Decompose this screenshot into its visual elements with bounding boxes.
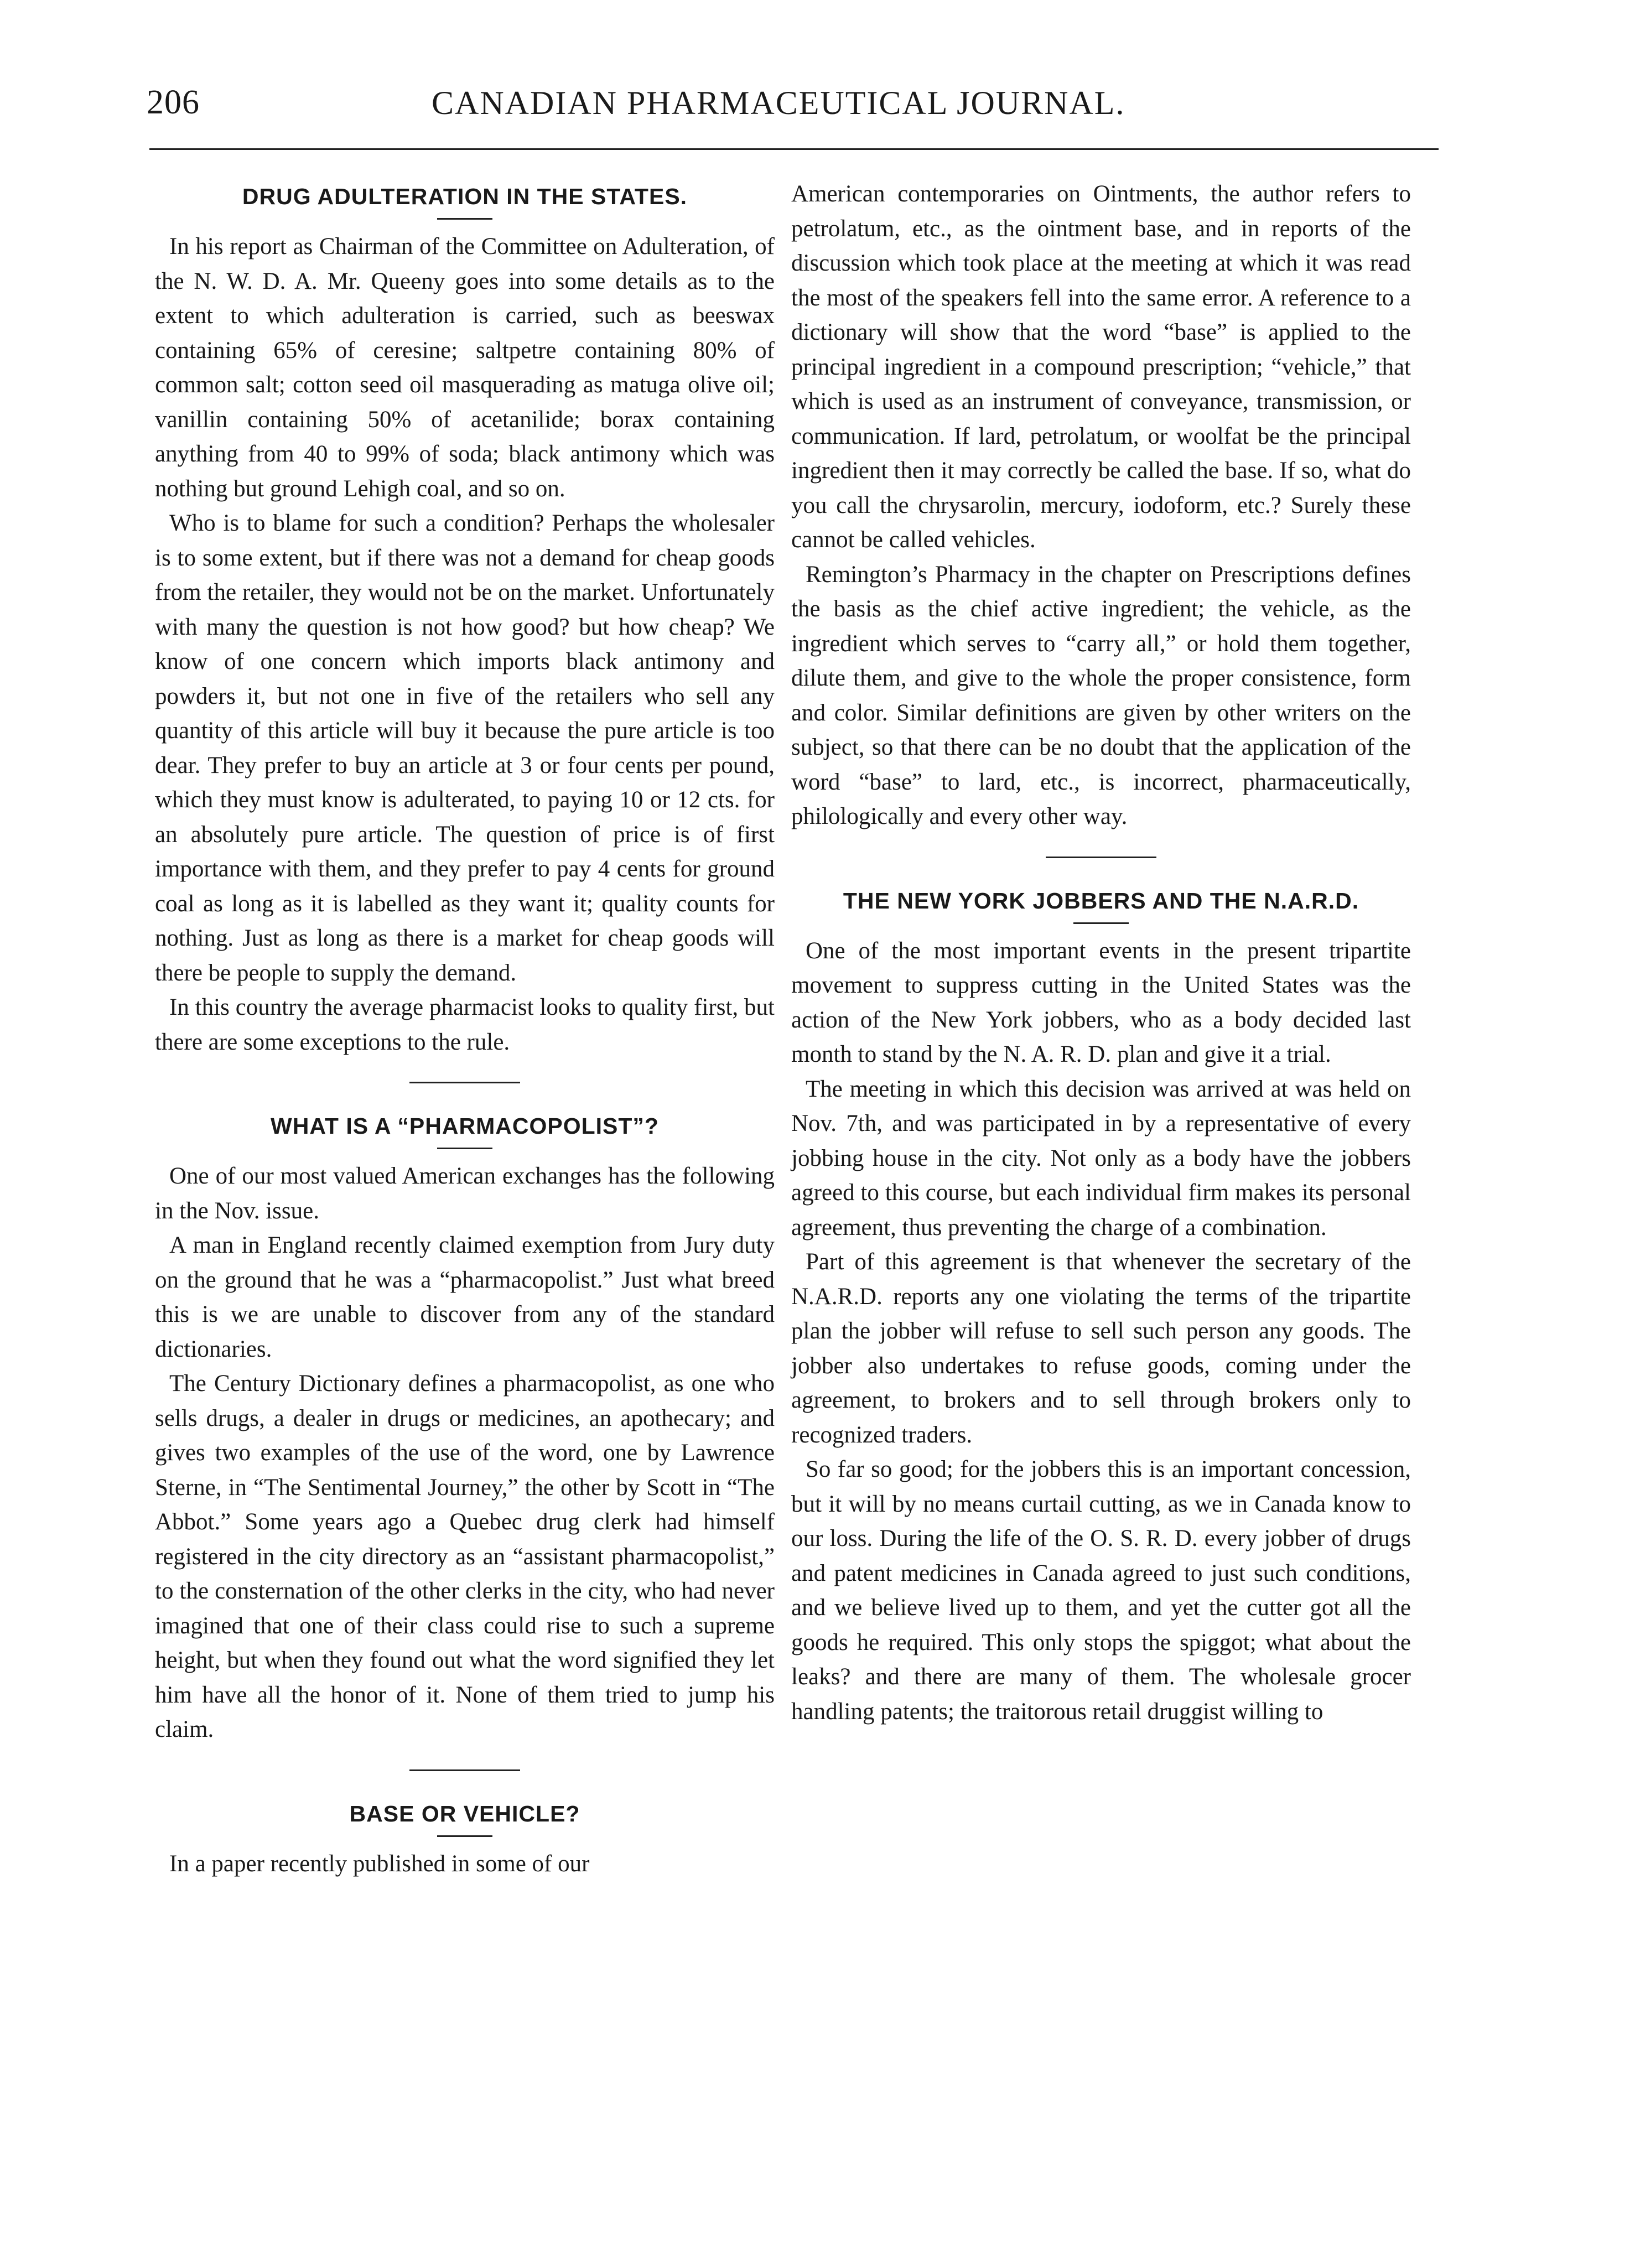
right-column bbox=[791, 177, 1411, 1729]
article-base-or-vehicle-continued bbox=[791, 177, 1411, 834]
title-dash bbox=[437, 1835, 492, 1837]
paragraph: In his report as Chairman of the Committee on Adulteration, of the N. W. D. A. Mr. Queeny goes into some details as to the extent to which adulteration is carried, such as beeswax containing 65% of ceresine; saltpetre containing 80% of common salt; cotton seed oil masquerading as matuga olive oil; vanillin containing 50% of acetanilide; borax containing anything from 40 to 99% of soda; black antimony which was nothing but ground Lehigh coal, and so on. bbox=[155, 233, 775, 502]
article-nard bbox=[791, 881, 1411, 1730]
paragraph: American contemporaries on Ointments, the author refers to petrolatum, etc., as the ointment base, and in reports of the discussion which took place at the meeting at which it was read the most of the speakers fell into the same error. A reference to a dictionary will show that the word “base” is applied to the principal ingredient in a compound prescription; “vehicle,” that which is used as an instrument of conveyance, transmission, or communication. If lard, petrolatum, or woolfat be the principal ingredient then it may correctly be called the base. If so, what do you call the chrysarolin, mercury, iodoform, etc.? Surely these cannot be called vehicles. bbox=[791, 181, 1411, 553]
section-title: THE NEW YORK JOBBERS AND THE N.A.R.D. bbox=[843, 888, 1359, 914]
article-drug-adulteration bbox=[155, 177, 775, 1060]
paragraph: One of the most important events in the present tripartite movement to suppress cutting in the United States was the action of the New York jobbers, who as a body decided last month to stand by the N. A. R. D. plan and give it a trial. bbox=[791, 937, 1411, 1067]
article-base-or-vehicle bbox=[155, 1794, 775, 1882]
section-title: WHAT IS A “PHARMACOPOLIST”? bbox=[271, 1113, 659, 1139]
paragraph: In a paper recently published in some of our bbox=[169, 1850, 590, 1877]
header-rule bbox=[149, 148, 1439, 150]
paragraph: One of our most valued American exchanges has the following in the Nov. issue. bbox=[155, 1163, 775, 1224]
paragraph: Who is to blame for such a condition? Perhaps the wholesaler is to some extent, but if there was not a demand for cheap goods from the retailer, they would not be on the market. Unfortunately with many the question is not how good? but how cheap? We know of one concern which imports black antimony and powders it, but not one in five of the retailers who sell any quantity of this article will buy it because the pure article is too dear. They prefer to buy an article at 3 or four cents per pound, which they must know is adulterated, to paying 10 or 12 cts. for an absolutely pure article. The question of price is of first importance with them, and they prefer to pay 4 cents for ground coal as long as it is labelled as they want it; quality counts for nothing. Just as long as there is a market for cheap goods will there be people to supply the demand. bbox=[155, 510, 775, 986]
paragraph: In this country the average pharmacist looks to quality first, but there are some exceptions to the rule. bbox=[155, 994, 775, 1055]
section-separator bbox=[409, 1769, 520, 1771]
section-separator bbox=[409, 1082, 520, 1083]
paragraph: The Century Dictionary defines a pharmacopolist, as one who sells drugs, a dealer in drugs or medicines, an apothecary; and gives two examples of the use of the word, one by Lawrence Sterne, in “The Sentimental Journey,” the other by Scott in “The Abbot.” Some years ago a Quebec drug clerk had himself registered in the city directory as an “assistant pharmacopolist,” to the consternation of the other clerks in the city, who had never imagined that one of their class could rise to such a supreme height, but when they found out what the word signified they let him have all the honor of it. None of them tried to jump his claim. bbox=[155, 1371, 775, 1742]
page-number: 206 bbox=[147, 84, 200, 121]
paragraph: The meeting in which this decision was arrived at was held on Nov. 7th, and was participated in by a representative of every jobbing house in the city. Not only as a body have the jobbers agreed to this course, but each individual firm makes its personal agreement, thus preventing the charge of a combination. bbox=[791, 1076, 1411, 1241]
section-separator bbox=[1046, 857, 1156, 858]
paragraph: Remington’s Pharmacy in the chapter on Prescriptions defines the basis as the chief active ingredient; the vehicle, as the ingredient which serves to “carry all,” or hold them together, dilute them, and give to the whole the proper consistence, form and color. Similar definitions are given by other writers on the subject, so that there can be no doubt that the application of the word “base” to lard, etc., is incorrect, pharmaceutically, philologically and every other way. bbox=[791, 561, 1411, 829]
title-dash bbox=[437, 218, 492, 220]
section-title: DRUG ADULTERATION IN THE STATES. bbox=[242, 184, 688, 209]
paragraph: Part of this agreement is that whenever the secretary of the N.A.R.D. reports any one violating the terms of the tripartite plan the jobber will refuse to sell such person any goods. The jobber also undertakes to refuse goods, coming under the agreement, to brokers and to sell through brokers only to recognized traders. bbox=[791, 1249, 1411, 1448]
left-column bbox=[155, 177, 775, 1881]
title-dash bbox=[1073, 922, 1129, 924]
paragraph: So far so good; for the jobbers this is an important concession, but it will by no means curtail cutting, as we in Canada know to our loss. During the life of the O. S. R. D. every jobber of drugs and patent medicines in Canada agreed to just such conditions, and we believe lived up to them, and yet the cutter got all the goods he required. This only stops the spiggot; what about the leaks? and there are many of them. The wholesale grocer handling patents; the traitorous retail druggist willing to bbox=[791, 1456, 1411, 1725]
title-dash bbox=[437, 1148, 492, 1149]
article-pharmacopolist bbox=[155, 1107, 775, 1747]
section-title: BASE OR VEHICLE? bbox=[349, 1800, 580, 1826]
running-head: CANADIAN PHARMACEUTICAL JOURNAL. bbox=[432, 85, 1125, 121]
paragraph: A man in England recently claimed exemption from Jury duty on the ground that he was a “pharmacopolist.” Just what breed this is we are unable to discover from any of the standard dictionaries. bbox=[155, 1232, 775, 1362]
